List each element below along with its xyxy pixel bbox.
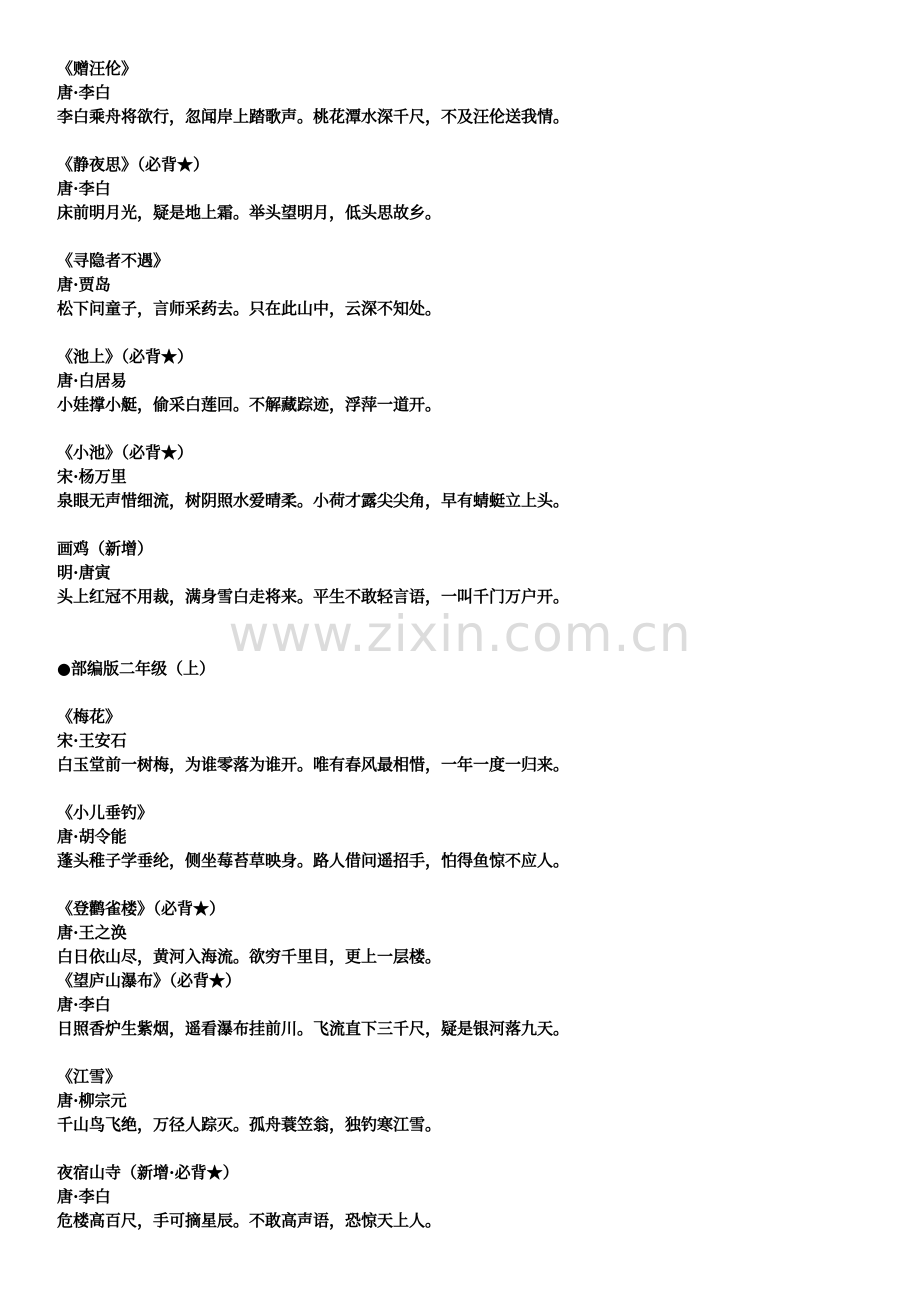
- poem-text: 松下问童子，言师采药去。只在此山中，云深不知处。: [57, 299, 442, 318]
- poem-author: 宋·王安石: [57, 731, 127, 750]
- poem-author: 唐·白居易: [57, 371, 127, 390]
- poem-author: 唐·李白: [57, 83, 111, 102]
- poem-text: 李白乘舟将欲行，忽闻岸上踏歌声。桃花潭水深千尺，不及汪伦送我情。: [57, 107, 570, 126]
- poem-block: [57, 801, 877, 873]
- poem-title: 《小儿垂钓》: [57, 803, 154, 822]
- watermark: www.zixin.com.cn: [228, 605, 692, 663]
- poem-text: 日照香炉生紫烟，遥看瀑布挂前川。飞流直下三千尺，疑是银河落九天。: [57, 1019, 570, 1038]
- poem-author: 唐·王之涣: [57, 923, 127, 942]
- poem-title: 《梅花》: [57, 707, 122, 726]
- poem-author: 唐·李白: [57, 179, 111, 198]
- poem-author: 宋·杨万里: [57, 467, 127, 486]
- poem-block: [57, 1065, 877, 1137]
- poem-block: [57, 441, 877, 513]
- poem-text: 千山鸟飞绝，万径人踪灭。孤舟蓑笠翁，独钓寒江雪。: [57, 1115, 442, 1134]
- poem-title: 夜宿山寺（新增·必背★）: [57, 1163, 239, 1182]
- poem-title: 《池上》（必背★）: [57, 347, 194, 366]
- poem-title: 《望庐山瀑布》（必背★）: [57, 971, 242, 990]
- poem-title: 《赠汪伦》: [57, 59, 138, 78]
- poem-title: 《小池》（必背★）: [57, 443, 194, 462]
- poem-block: [57, 705, 877, 777]
- poem-author: 唐·李白: [57, 1187, 111, 1206]
- poem-author: 唐·李白: [57, 995, 111, 1014]
- poem-title: 《江雪》: [57, 1067, 122, 1086]
- poem-text: 蓬头稚子学垂纶，侧坐莓苔草映身。路人借问遥招手，怕得鱼惊不应人。: [57, 851, 570, 870]
- poem-text: 头上红冠不用裁，满身雪白走将来。平生不敢轻言语，一叫千门万户开。: [57, 587, 570, 606]
- poem-block: [57, 249, 877, 321]
- poem-text: 床前明月光，疑是地上霜。举头望明月，低头思故乡。: [57, 203, 442, 222]
- poem-text: 危楼高百尺，手可摘星辰。不敢高声语，恐惊天上人。: [57, 1211, 442, 1230]
- poem-block: [57, 897, 877, 969]
- section-heading: ●部编版二年级（上）: [57, 659, 215, 678]
- poem-text: 小娃撑小艇，偷采白莲回。不解藏踪迹，浮萍一道开。: [57, 395, 442, 414]
- poem-title: 《静夜思》（必背★）: [57, 155, 210, 174]
- poem-block: [57, 969, 877, 1041]
- poem-block: [57, 153, 877, 225]
- poem-text: 泉眼无声惜细流，树阴照水爱晴柔。小荷才露尖尖角，早有蜻蜓立上头。: [57, 491, 570, 510]
- document-page: [57, 57, 877, 1233]
- poem-title: 《登鹳雀楼》（必背★）: [57, 899, 226, 918]
- poem-block: [57, 345, 877, 417]
- poem-text: 白日依山尽，黄河入海流。欲穷千里目，更上一层楼。: [57, 947, 442, 966]
- poem-block: [57, 537, 877, 609]
- poem-author: 唐·柳宗元: [57, 1091, 127, 1110]
- poem-text: 白玉堂前一树梅，为谁零落为谁开。唯有春风最相惜，一年一度一归来。: [57, 755, 570, 774]
- poem-block: [57, 1161, 877, 1233]
- poem-title: 画鸡（新增）: [57, 539, 154, 558]
- poem-author: 唐·胡令能: [57, 827, 127, 846]
- poem-author: 明·唐寅: [57, 563, 111, 582]
- poem-author: 唐·贾岛: [57, 275, 111, 294]
- poem-block: [57, 57, 877, 129]
- poem-title: 《寻隐者不遇》: [57, 251, 170, 270]
